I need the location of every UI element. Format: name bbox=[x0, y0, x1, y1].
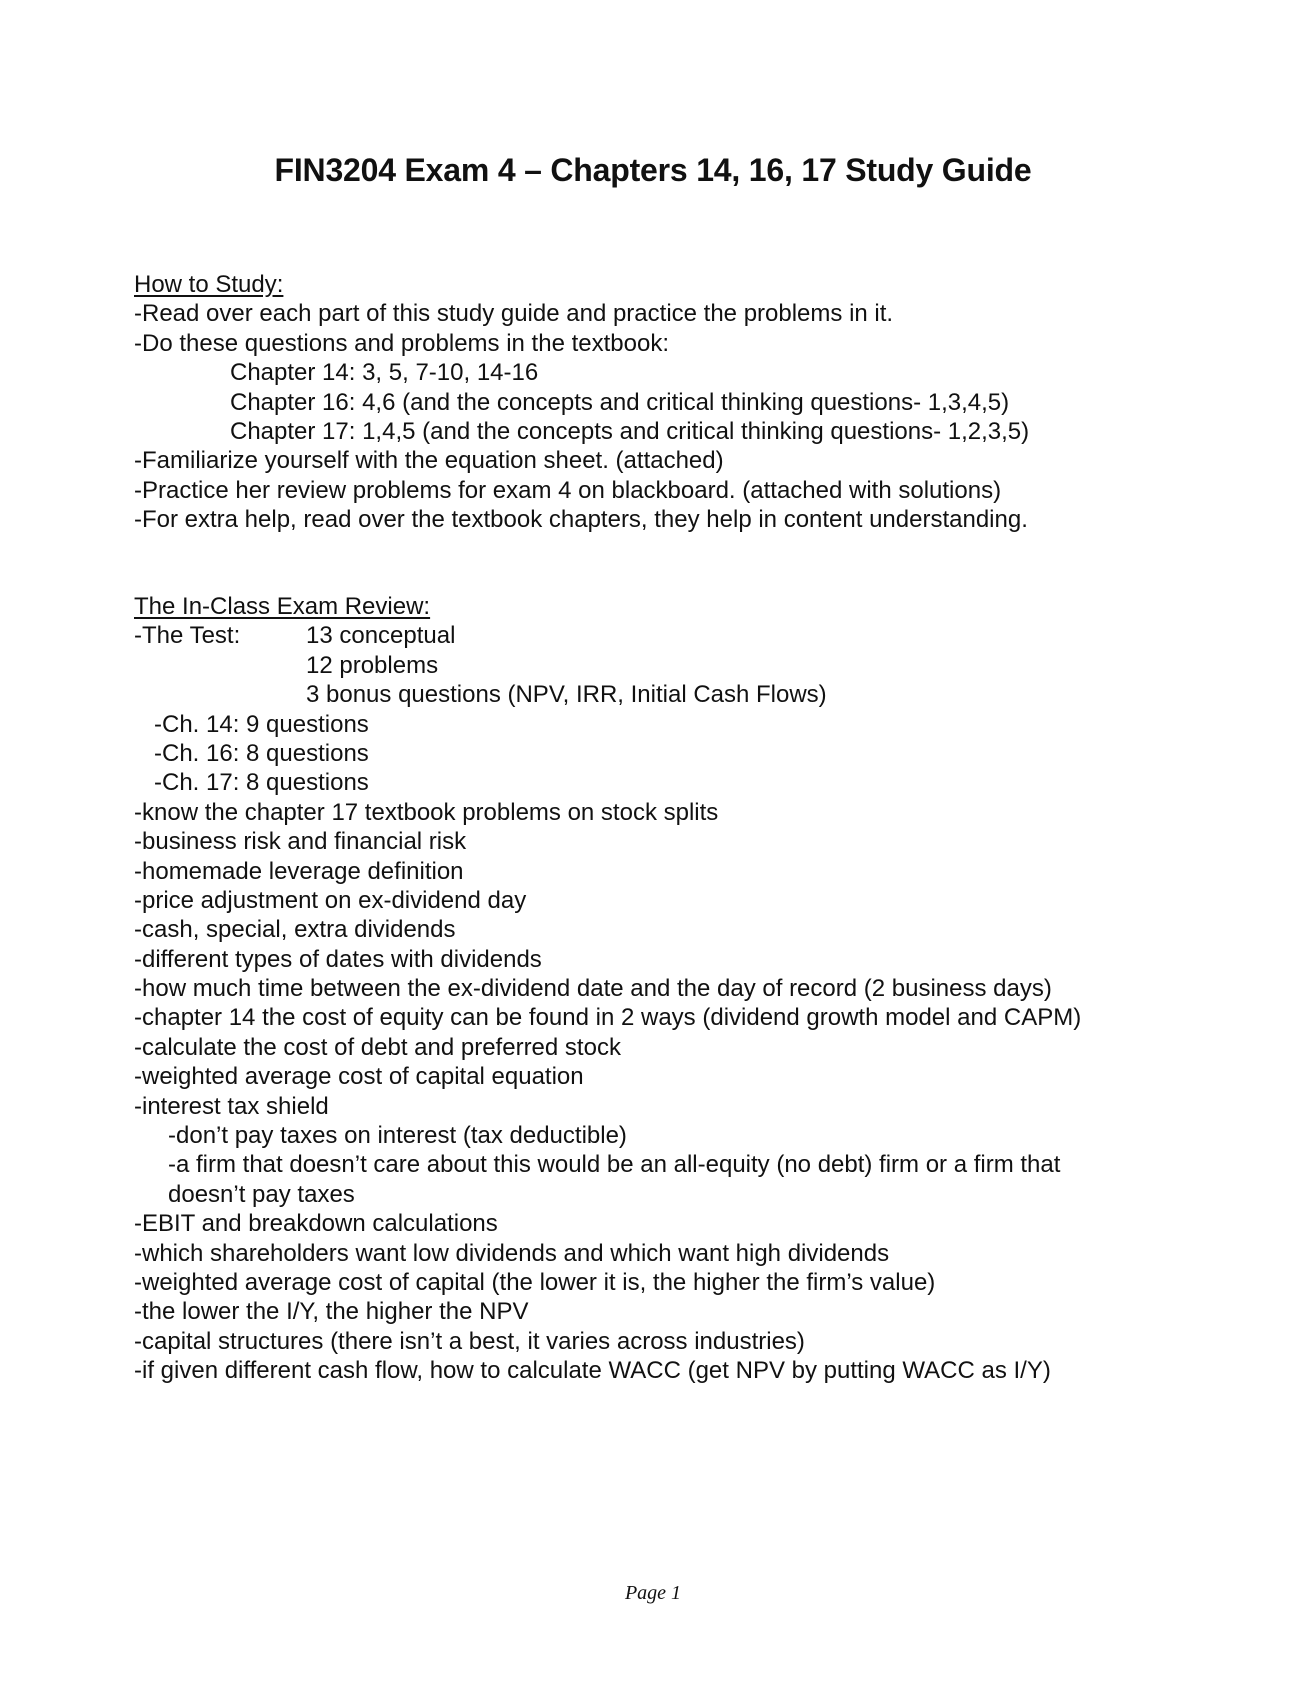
review-item: -business risk and financial risk bbox=[134, 828, 467, 856]
test-item: 12 problems bbox=[306, 651, 439, 679]
study-instruction: -Read over each part of this study guide and practice the problems in it. bbox=[134, 300, 894, 328]
document-title: FIN3204 Exam 4 – Chapters 14, 16, 17 Study Guide bbox=[274, 152, 1032, 188]
chapter-problem-list: Chapter 16: 4,6 (and the concepts and critical thinking questions- 1,3,4,5) bbox=[230, 388, 1010, 416]
chapter-question-count: -Ch. 14: 9 questions bbox=[154, 710, 369, 738]
section-heading-how-to-study: How to Study: bbox=[134, 271, 284, 298]
chapter-question-count: -Ch. 17: 8 questions bbox=[154, 769, 369, 797]
chapter-problem-list: Chapter 17: 1,4,5 (and the concepts and critical thinking questions- 1,2,3,5) bbox=[230, 417, 1030, 445]
study-instruction: -Practice her review problems for exam 4 on blackboard. (attached with solutions) bbox=[134, 476, 1002, 504]
review-item: -know the chapter 17 textbook problems on stock splits bbox=[134, 798, 719, 826]
review-item: -capital structures (there isn’t a best, it varies across industries) bbox=[134, 1327, 805, 1355]
exam-review-section bbox=[134, 592, 1254, 1386]
review-item: -price adjustment on ex-dividend day bbox=[134, 886, 527, 914]
tax-shield-subitem: doesn’t pay taxes bbox=[168, 1180, 355, 1208]
review-item: -if given different cash flow, how to calculate WACC (get NPV by putting WACC as I/Y) bbox=[134, 1357, 1051, 1385]
test-item: 3 bonus questions (NPV, IRR, Initial Cash Flows) bbox=[306, 681, 827, 709]
tax-shield-subitem: -don’t pay taxes on interest (tax deductible) bbox=[168, 1122, 627, 1150]
review-item: -the lower the I/Y, the higher the NPV bbox=[134, 1298, 529, 1326]
review-item: -weighted average cost of capital equation bbox=[134, 1063, 584, 1091]
review-item: -how much time between the ex-dividend date and the day of record (2 business days) bbox=[134, 975, 1052, 1003]
review-item: -cash, special, extra dividends bbox=[134, 916, 456, 944]
review-item: -weighted average cost of capital (the lower it is, the higher the firm’s value) bbox=[134, 1268, 936, 1296]
page-number: Page 1 bbox=[624, 1582, 682, 1604]
study-instruction: -Familiarize yourself with the equation sheet. (attached) bbox=[134, 447, 724, 475]
review-item: -which shareholders want low dividends and which want high dividends bbox=[134, 1239, 890, 1267]
how-to-study-section bbox=[134, 270, 1254, 535]
review-item: -homemade leverage definition bbox=[134, 857, 464, 885]
section-heading-exam-review: The In-Class Exam Review: bbox=[134, 593, 431, 620]
study-instruction: -Do these questions and problems in the textbook: bbox=[134, 329, 669, 357]
tax-shield-subitem: -a firm that doesn’t care about this would be an all-equity (no debt) firm or a firm that bbox=[168, 1151, 1061, 1179]
study-instruction: -For extra help, read over the textbook chapters, they help in content understanding. bbox=[134, 506, 1028, 534]
review-item: -interest tax shield bbox=[134, 1092, 329, 1120]
review-item: -calculate the cost of debt and preferred stock bbox=[134, 1033, 621, 1061]
chapter-question-count: -Ch. 16: 8 questions bbox=[154, 739, 369, 767]
test-breakdown bbox=[134, 621, 1254, 650]
chapter-problem-list: Chapter 14: 3, 5, 7-10, 14-16 bbox=[230, 359, 539, 387]
review-item: -chapter 14 the cost of equity can be found in 2 ways (dividend growth model and CAPM) bbox=[134, 1004, 1082, 1032]
test-label: -The Test: bbox=[134, 622, 241, 650]
test-item: 13 conceptual bbox=[306, 622, 456, 650]
review-item: -EBIT and breakdown calculations bbox=[134, 1210, 498, 1238]
review-item: -different types of dates with dividends bbox=[134, 945, 542, 973]
